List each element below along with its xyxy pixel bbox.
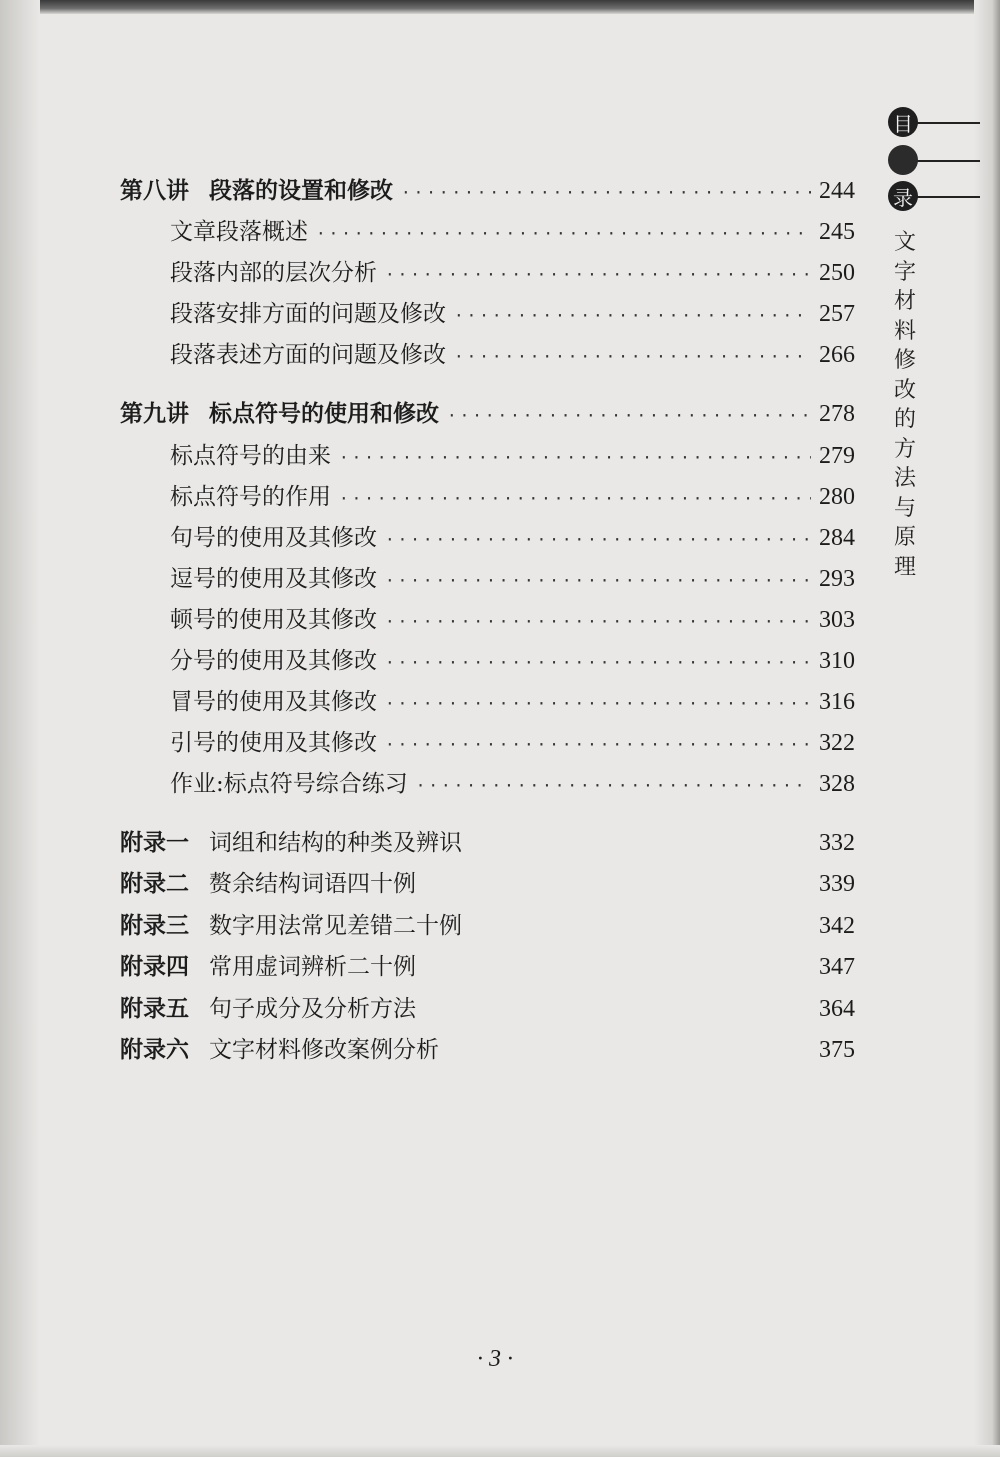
toc-chapter-8-title: 段落的设置和修改 bbox=[209, 177, 393, 204]
toc-section-page: 322 bbox=[819, 730, 855, 756]
toc-chapter-9-number: 第九讲 bbox=[120, 400, 189, 427]
toc-appendix-number: 附录四 bbox=[120, 953, 189, 980]
toc-section-page: 280 bbox=[819, 484, 855, 510]
toc-section-title: 段落内部的层次分析 bbox=[170, 260, 377, 286]
toc-leader-dots bbox=[385, 729, 811, 761]
toc-leader-dots bbox=[454, 341, 811, 373]
toc-section-title: 段落表述方面的问题及修改 bbox=[170, 342, 446, 368]
toc-chapter-9-title: 标点符号的使用和修改 bbox=[209, 400, 439, 427]
toc-appendix-title: 赘余结构词语四十例 bbox=[209, 871, 416, 897]
toc-appendix-page: 342 bbox=[819, 913, 855, 939]
toc-section[interactable] bbox=[170, 298, 855, 330]
book-title-vertical: 文字材料修改的方法与原理 bbox=[893, 230, 916, 580]
toc-section-title: 标点符号的作用 bbox=[170, 484, 331, 510]
toc-appendix-number: 附录五 bbox=[120, 995, 189, 1022]
toc-appendix[interactable] bbox=[120, 910, 855, 942]
tab-circle-dot bbox=[888, 145, 918, 175]
toc-section[interactable] bbox=[170, 257, 855, 289]
toc-chapter-9-label bbox=[120, 398, 439, 430]
toc-chapter-8-number: 第八讲 bbox=[120, 177, 189, 204]
toc-section-title: 句号的使用及其修改 bbox=[170, 525, 377, 551]
toc-section[interactable] bbox=[170, 440, 855, 472]
toc-appendix[interactable] bbox=[120, 1034, 855, 1066]
toc-section[interactable] bbox=[170, 604, 855, 636]
page-right-edge bbox=[974, 0, 1000, 1457]
toc-appendix-label bbox=[120, 868, 416, 900]
toc-section-title: 逗号的使用及其修改 bbox=[170, 566, 377, 592]
page-gutter-shadow bbox=[0, 0, 40, 1457]
toc-leader-dots bbox=[385, 565, 811, 597]
toc-leader-dots bbox=[339, 483, 811, 515]
toc-section[interactable] bbox=[170, 563, 855, 595]
toc-section[interactable] bbox=[170, 339, 855, 371]
toc-appendix-page: 339 bbox=[819, 871, 855, 897]
toc-leader-dots bbox=[447, 400, 811, 432]
toc-leader-dots bbox=[385, 647, 811, 679]
toc-appendix-label bbox=[120, 1034, 439, 1066]
toc-section-title: 文章段落概述 bbox=[170, 219, 308, 245]
toc-appendix-page: 375 bbox=[819, 1037, 855, 1063]
toc-section-title: 作业:标点符号综合练习 bbox=[170, 771, 408, 797]
toc-appendix-title: 句子成分及分析方法 bbox=[209, 996, 416, 1022]
toc-section[interactable] bbox=[170, 686, 855, 718]
toc-chapter-9-page: 278 bbox=[819, 401, 855, 427]
toc-section-title: 分号的使用及其修改 bbox=[170, 648, 377, 674]
toc-appendix-page: 347 bbox=[819, 954, 855, 980]
toc-leader-dots bbox=[339, 442, 811, 474]
toc-appendix-number: 附录三 bbox=[120, 912, 189, 939]
toc-section-page: 310 bbox=[819, 648, 855, 674]
toc-section-page: 328 bbox=[819, 771, 855, 797]
toc-appendix-page: 332 bbox=[819, 830, 855, 856]
toc-section[interactable] bbox=[170, 481, 855, 513]
toc-appendix[interactable] bbox=[120, 951, 855, 983]
toc-appendix[interactable] bbox=[120, 827, 855, 859]
toc-section-page: 303 bbox=[819, 607, 855, 633]
toc-section-title: 段落安排方面的问题及修改 bbox=[170, 301, 446, 327]
tab-circle-mu bbox=[888, 107, 918, 137]
toc-section[interactable] bbox=[170, 768, 855, 800]
toc-section-page: 245 bbox=[819, 219, 855, 245]
toc-leader-dots bbox=[385, 524, 811, 556]
tab-circle-mu-label: 目 bbox=[893, 111, 913, 136]
toc-leader-dots bbox=[401, 177, 811, 209]
toc-appendix-label bbox=[120, 827, 462, 859]
toc-appendix-number: 附录二 bbox=[120, 870, 189, 897]
toc-section-title: 冒号的使用及其修改 bbox=[170, 689, 377, 715]
toc-appendix-number: 附录六 bbox=[120, 1036, 189, 1063]
toc-chapter-8-page: 244 bbox=[819, 178, 855, 204]
toc-appendix[interactable] bbox=[120, 993, 855, 1025]
toc-appendix-page: 364 bbox=[819, 996, 855, 1022]
toc-leader-dots bbox=[416, 770, 811, 802]
toc-section-title: 标点符号的由来 bbox=[170, 443, 331, 469]
toc-section[interactable] bbox=[170, 645, 855, 677]
toc-appendix-title: 常用虚词辨析二十例 bbox=[209, 954, 416, 980]
toc-section-page: 316 bbox=[819, 689, 855, 715]
tab-circle-lu-label: 录 bbox=[893, 185, 913, 210]
toc-appendix-title: 文字材料修改案例分析 bbox=[209, 1037, 439, 1063]
toc-appendix-label bbox=[120, 951, 416, 983]
page-bottom-edge bbox=[0, 1445, 1000, 1457]
toc-appendix-label bbox=[120, 993, 416, 1025]
page-top-edge bbox=[0, 0, 1000, 14]
page-number: · 3 · bbox=[477, 1346, 513, 1372]
toc-leader-dots bbox=[454, 300, 811, 332]
toc-chapter-8-label bbox=[120, 175, 393, 207]
toc-section[interactable] bbox=[170, 216, 855, 248]
toc-appendix[interactable] bbox=[120, 868, 855, 900]
toc-leader-dots bbox=[316, 218, 811, 250]
toc-section-page: 250 bbox=[819, 260, 855, 286]
toc-section-page: 279 bbox=[819, 443, 855, 469]
toc-section-page: 266 bbox=[819, 342, 855, 368]
toc-leader-dots bbox=[385, 606, 811, 638]
toc-leader-dots bbox=[385, 259, 811, 291]
toc-section-page: 284 bbox=[819, 525, 855, 551]
toc-chapter-8[interactable] bbox=[120, 175, 855, 207]
toc-chapter-9[interactable] bbox=[120, 398, 855, 430]
toc-leader-dots bbox=[385, 688, 811, 720]
toc-section-page: 293 bbox=[819, 566, 855, 592]
toc-section-page: 257 bbox=[819, 301, 855, 327]
toc-section[interactable] bbox=[170, 727, 855, 759]
toc-appendix-number: 附录一 bbox=[120, 829, 189, 856]
toc-section-title: 引号的使用及其修改 bbox=[170, 730, 377, 756]
toc-appendix-title: 词组和结构的种类及辨识 bbox=[209, 830, 462, 856]
toc-section[interactable] bbox=[170, 522, 855, 554]
tab-circle-lu bbox=[888, 181, 918, 211]
toc-section-title: 顿号的使用及其修改 bbox=[170, 607, 377, 633]
toc-appendix-title: 数字用法常见差错二十例 bbox=[209, 913, 462, 939]
toc-appendix-label bbox=[120, 910, 462, 942]
